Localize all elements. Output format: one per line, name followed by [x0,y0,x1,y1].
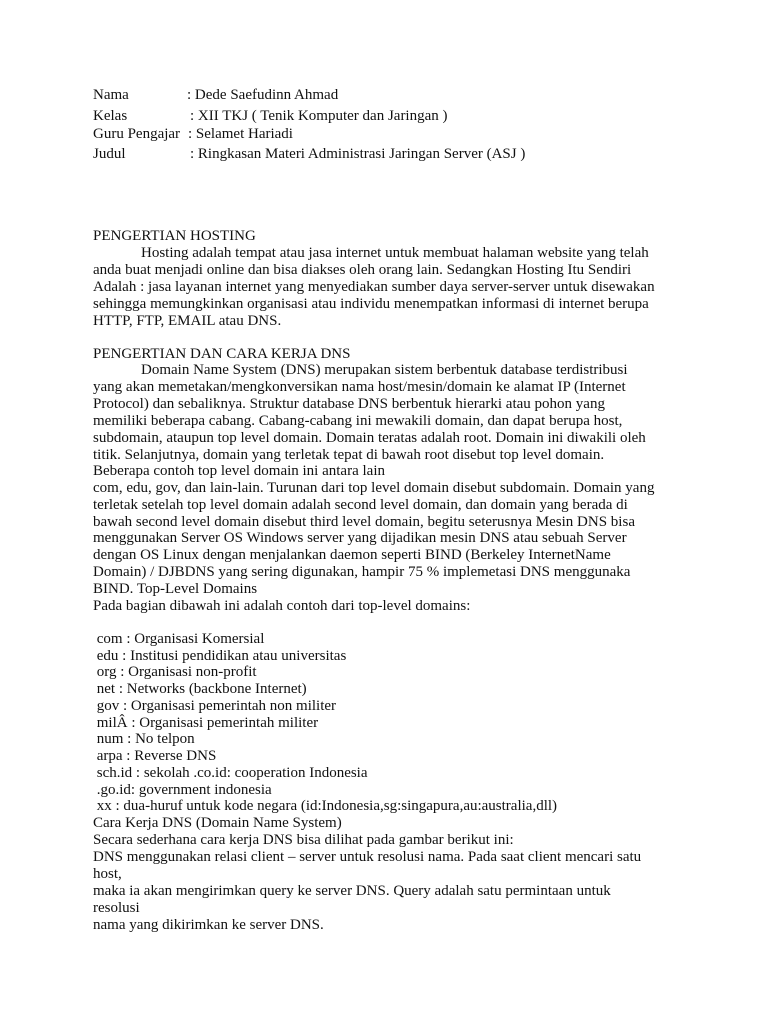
paragraph-line: resolusi [93,900,140,916]
list-item-text: xx : dua-huruf untuk kode negara (id:Indonesia,sg:singapura,au:australia,dll) [96,798,558,814]
list-item-text: org : Organisasi non-profit [96,664,257,680]
paragraph-line: memiliki beberapa cabang. Cabang-cabang ini mewakili domain, dan dapat berupa host, [93,413,623,429]
paragraph-line: sehingga memungkinkan organisasi atau individu menempatkan informasi di internet berupa [93,296,649,312]
list-item-text: sch.id : sekolah .co.id: cooperation Indonesia [96,765,368,781]
paragraph-line: dengan OS Linux dengan menjalankan daemon seperti BIND (Berkeley InternetName [93,547,611,563]
list-item-text: milÂ : Organisasi pemerintah militer [96,715,319,731]
paragraph-line: host, [93,866,122,882]
paragraph-line: Beberapa contoh top level domain ini antara lain [93,463,385,479]
list-item [93,631,264,648]
cara-kerja-heading: Cara Kerja DNS (Domain Name System) [93,815,342,831]
list-item-text: edu : Institusi pendidikan atau universitas [96,648,347,664]
list-item-text: num : No telpon [96,731,195,747]
paragraph-line: bawah second level domain disebut third level domain, begitu seterusnya Mesin DNS bisa [93,514,635,530]
list-item [93,765,368,782]
paragraph-line: menggunakan Server OS Windows server yang dijadikan mesin DNS atau sebuah Server [93,530,627,546]
paragraph-line: Pada bagian dibawah ini adalah contoh dari top-level domains: [93,598,471,614]
list-item-text: .go.id: government indonesia [96,782,272,798]
list-item-text: arpa : Reverse DNS [96,748,217,764]
paragraph-line: subdomain, ataupun top level domain. Domain teratas adalah root. Domain ini diwakili oleh [93,430,646,446]
paragraph-line: titik. Selanjutnya, domain yang terletak tepat di bawah root disebut top level domain. [93,447,605,463]
paragraph-line: maka ia akan mengirimkan query ke server DNS. Query adalah satu permintaan untuk [93,883,611,899]
guru-label: Guru Pengajar [93,126,181,142]
paragraph-line: HTTP, FTP, EMAIL atau DNS. [93,313,282,329]
paragraph-line: Hosting adalah tempat atau jasa internet untuk membuat halaman website yang telah [141,245,649,261]
paragraph-line: Secara sederhana cara kerja DNS bisa dilihat pada gambar berikut ini: [93,832,514,848]
list-item [93,715,318,732]
list-item [93,798,557,815]
list-item [93,748,216,765]
list-item [93,782,272,799]
list-item [93,664,257,681]
list-item [93,698,336,715]
paragraph-line: com, edu, gov, dan lain-lain. Turunan dari top level domain disebut subdomain. Domain yang [93,480,655,496]
paragraph-line: Adalah : jasa layanan internet yang menyediakan sumber daya server-server untuk disewakan [93,279,655,295]
hosting-heading: PENGERTIAN HOSTING [93,228,256,244]
guru-value: : Selamet Hariadi [188,126,293,142]
judul-value: : Ringkasan Materi Administrasi Jaringan Server (ASJ ) [190,146,526,162]
list-item-text: gov : Organisasi pemerintah non militer [96,698,337,714]
paragraph-line: Protocol) dan sebaliknya. Struktur database DNS berbentuk hierarki atau pohon yang [93,396,605,412]
paragraph-line: Domain) / DJBDNS yang sering digunakan, hampir 75 % implemetasi DNS menggunaka [93,564,631,580]
paragraph-line: nama yang dikirimkan ke server DNS. [93,917,324,933]
paragraph-line: terletak setelah top level domain adalah second level domain, dan domain yang berada di [93,497,628,513]
list-item [93,681,307,698]
nama-label: Nama [93,87,129,103]
paragraph-line: BIND. Top-Level Domains [93,581,258,597]
paragraph-line: DNS menggunakan relasi client – server untuk resolusi nama. Pada saat client mencari satu [93,849,642,865]
kelas-value: : XII TKJ ( Tenik Komputer dan Jaringan ) [190,108,448,124]
list-item-text: net : Networks (backbone Internet) [96,681,307,697]
list-item-text: com : Organisasi Komersial [96,631,265,647]
list-item [93,731,195,748]
judul-label: Judul [93,146,126,162]
paragraph-line: anda buat menjadi online dan bisa diakses oleh orang lain. Sedangkan Hosting Itu Sendiri [93,262,632,278]
paragraph-line: yang akan memetakan/mengkonversikan nama host/mesin/domain ke alamat IP (Internet [93,379,626,395]
dns-heading: PENGERTIAN DAN CARA KERJA DNS [93,346,351,362]
paragraph-line: Domain Name System (DNS) merupakan sistem berbentuk database terdistribusi [141,362,628,378]
kelas-label: Kelas [93,108,128,124]
nama-value: : Dede Saefudinn Ahmad [187,87,339,103]
list-item [93,648,346,665]
